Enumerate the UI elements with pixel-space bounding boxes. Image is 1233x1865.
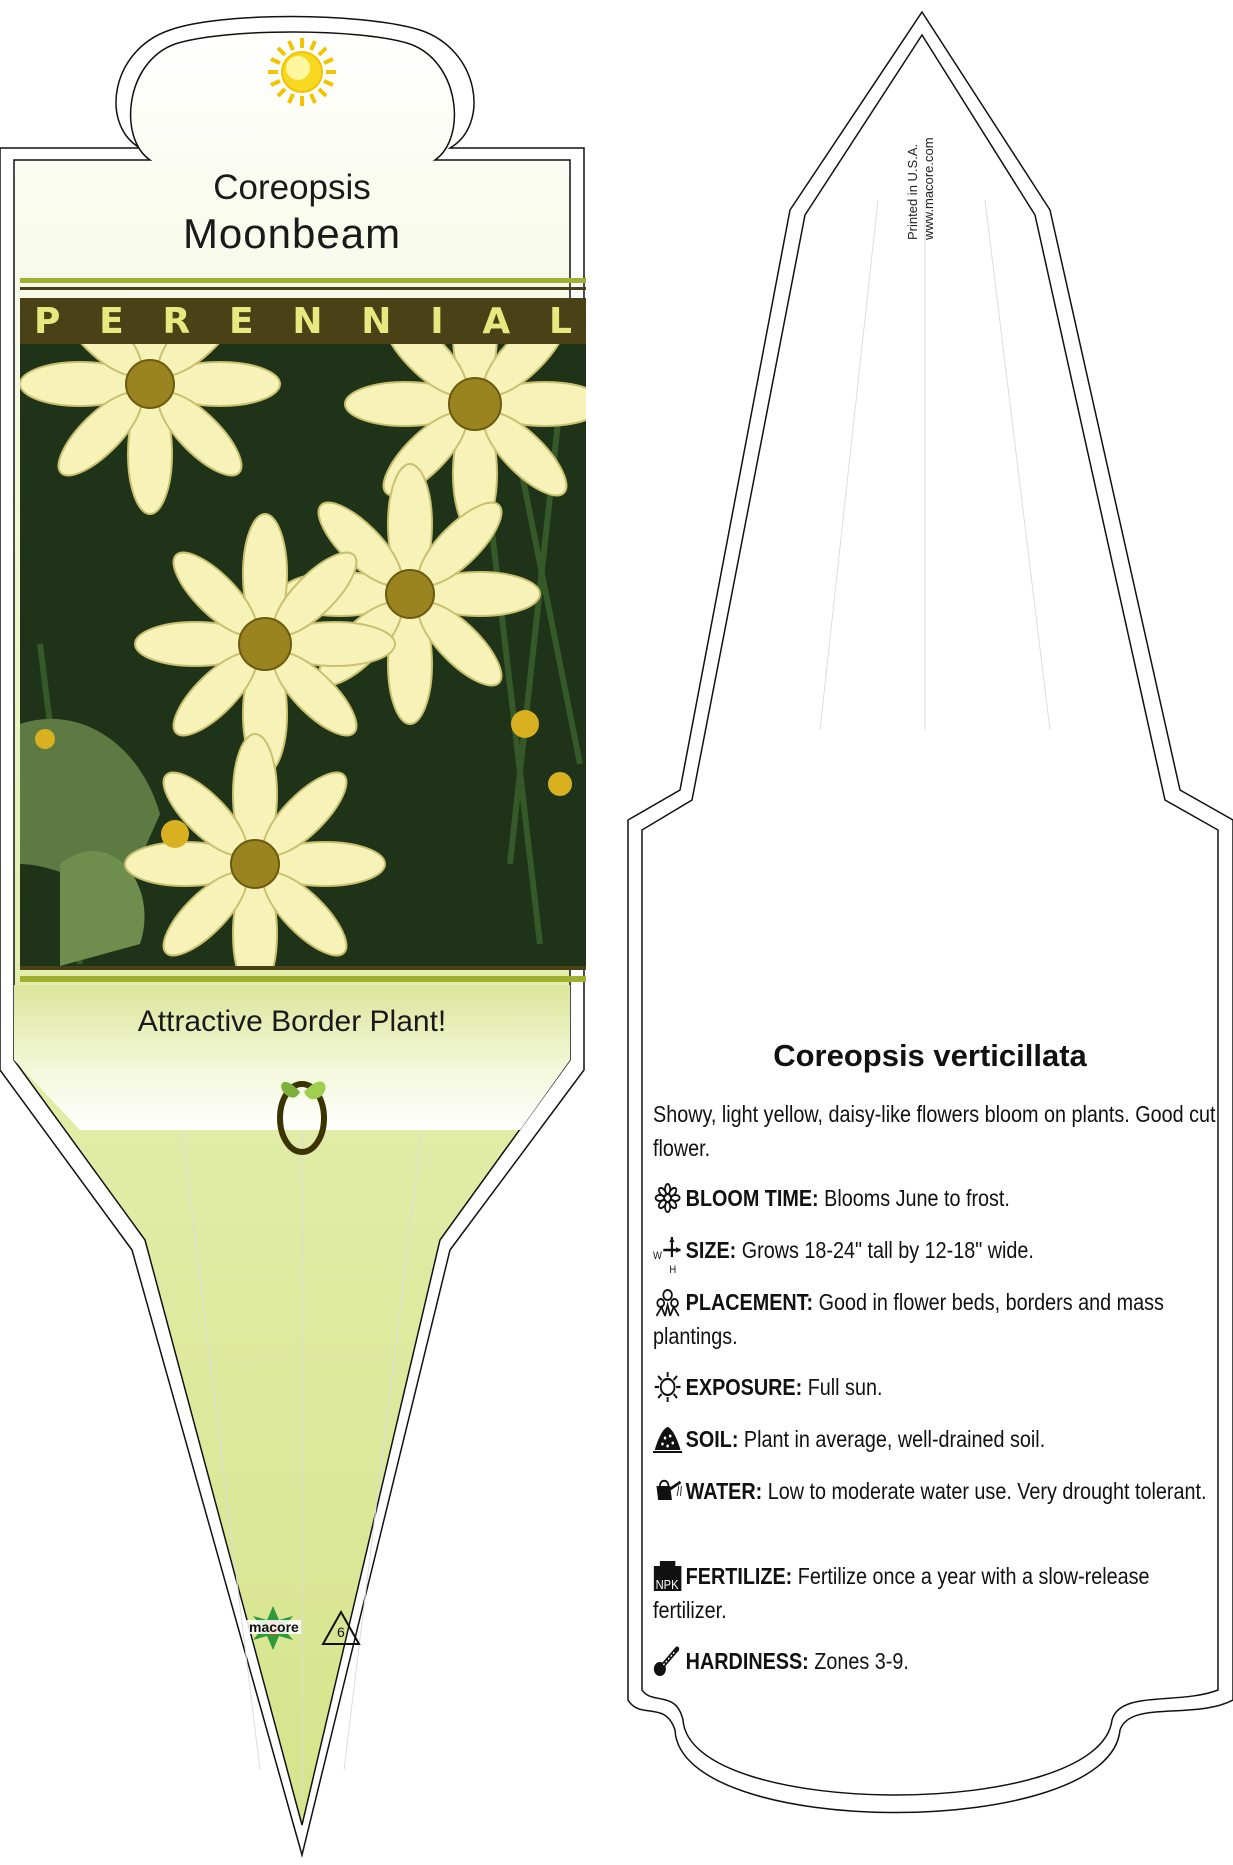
attr-label: EXPOSURE: — [685, 1374, 803, 1400]
attr-label: WATER: — [685, 1478, 763, 1504]
attr-text: Full sun. — [802, 1374, 883, 1400]
attr-text: Zones 3-9. — [808, 1648, 909, 1674]
attr-label: FERTILIZE: — [685, 1563, 793, 1589]
attr-exposure — [653, 1370, 1221, 1404]
tagline: Attractive Border Plant! — [137, 1005, 447, 1038]
print-info — [905, 90, 965, 250]
size-icon: W H — [653, 1235, 682, 1265]
description: Showy, light yellow, daisy-like flowers bloom on plants. Good cut flower. — [653, 1101, 1216, 1161]
attr-water — [653, 1474, 1221, 1508]
printed-in: Printed in U.S.A. — [905, 143, 920, 240]
brand-footer — [243, 1604, 363, 1654]
back-tag-panel — [642, 35, 1218, 1795]
attr-label: PLACEMENT: — [685, 1289, 814, 1315]
banner-letter: A — [482, 300, 511, 342]
attr-label: SIZE: — [685, 1237, 737, 1263]
placement-icon — [653, 1287, 682, 1317]
attr-fertilize — [653, 1559, 1221, 1627]
category-banner — [20, 298, 586, 344]
attr-soil — [653, 1422, 1221, 1456]
flower-icon — [653, 1183, 682, 1213]
attr-bloom-time — [653, 1181, 1221, 1215]
banner-letter: N — [292, 300, 323, 342]
recycle-number: 6 — [337, 1624, 345, 1640]
website: www.macore.com — [921, 137, 936, 240]
attr-hardiness — [653, 1644, 1221, 1678]
attr-label: BLOOM TIME: — [685, 1185, 819, 1211]
attr-label: HARDINESS: — [685, 1648, 809, 1674]
attr-text: Low to moderate water use. Very drought tolerant. — [762, 1478, 1207, 1504]
fertilizer-icon: NPK — [653, 1561, 682, 1591]
attr-text: Fertilize once a year with a slow-release fertilizer. — [653, 1563, 1150, 1623]
attr-text: Plant in average, well-drained soil. — [738, 1426, 1046, 1452]
plant-genus: Coreopsis — [213, 168, 371, 207]
banner-letter: I — [430, 300, 444, 342]
attr-size — [653, 1233, 1221, 1276]
brand-name: macore — [249, 1619, 299, 1635]
sun-icon — [653, 1372, 682, 1402]
plant-cultivar: Moonbeam — [182, 210, 402, 257]
banner-letter: P — [34, 300, 61, 342]
banner-letter: L — [549, 300, 572, 342]
botanical-name: Coreopsis verticillata — [773, 1038, 1087, 1073]
attr-text: Grows 18-24" tall by 12-18" wide. — [736, 1237, 1034, 1263]
plant-photo — [20, 344, 586, 966]
attr-label: SOIL: — [685, 1426, 739, 1452]
banner-letter: E — [99, 300, 124, 342]
banner-letter: E — [229, 300, 254, 342]
attr-text: Good in flower beds, borders and mass plantings. — [653, 1289, 1164, 1349]
watering-can-icon — [653, 1476, 682, 1506]
soil-icon — [653, 1424, 682, 1454]
attr-placement — [653, 1285, 1221, 1353]
attr-text: Blooms June to frost. — [818, 1185, 1010, 1211]
banner-letter: N — [361, 300, 392, 342]
banner-letter: R — [162, 300, 191, 342]
thermometer-icon — [653, 1646, 682, 1676]
